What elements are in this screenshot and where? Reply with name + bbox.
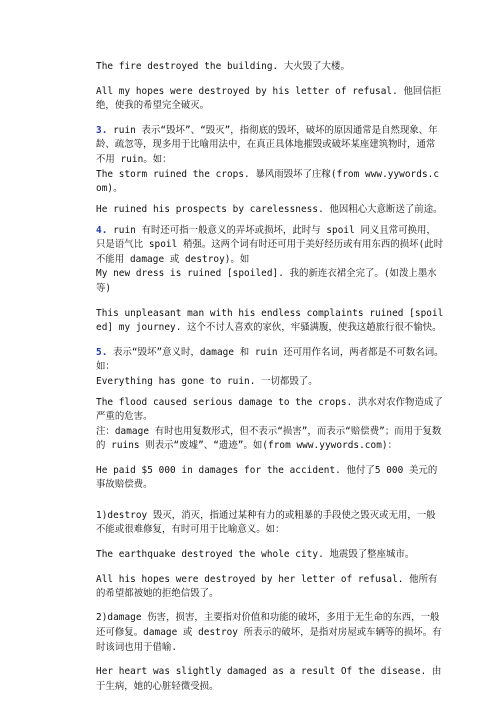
paragraph-11: [96, 548, 444, 563]
paragraph-7: [96, 346, 444, 390]
definition-text: 2)damage 伤害，损害，主要指对价值和功能的破坏，多用于无生命的东西，一般还可修复。damage 或 destroy 所表示的破坏，是指对房屋或车辆等的损坏。有时该词也用于借喻.: [96, 612, 442, 653]
example-sentence: The storm ruined the crops. 暴风雨毁坏了庄稼(from www.yywords.com)。: [96, 168, 440, 195]
paragraph-13: [96, 611, 444, 655]
paragraph-text: The fire destroyed the building. 大火毁了大楼。: [96, 61, 350, 72]
paragraph-text: All my hopes were destroyed by his letter of refusal. 他回信拒绝，使我的希望完全破灭。: [96, 85, 442, 112]
paragraph-2: [96, 85, 444, 114]
example-sentence: Everything has gone to ruin. 一切都毁了。: [96, 375, 318, 387]
paragraph-text: ruin 有时还可指一般意义的弄坏或损坏，此时与 spoil 同义且常可换用，只是语气比 spoil 稍强。这两个词有时还可用于美好经历或有用东西的损坏(此时不能用 damage 或 destroy)。如: [96, 224, 444, 265]
paragraph-8: [96, 396, 444, 454]
example-sentence: All his hopes were destroyed by her letter of refusal. 他所有的希望都被她的拒绝信毁了。: [96, 573, 438, 600]
example-sentence: This unpleasant man with his endless complaints ruined [spoiled] my journey. 这个不讨人喜欢的家伙，牢骚满腹，使我这趟旅行很不愉快。: [96, 307, 444, 334]
paragraph-text: 表示“毁坏”意义时，damage 和 ruin 还可用作名词，两者都是不可数名词。如：: [96, 346, 444, 373]
example-sentence: Her heart was slightly damaged as a result Of the disease. 由于生病，她的心脏轻微受损。: [96, 666, 442, 692]
paragraph-3: [96, 124, 444, 197]
example-sentence: My new dress is ruined [spoiled]. 我的新连衣裙全完了。(如泼上墨水等): [96, 268, 437, 294]
note-text: 注：damage 有时也用复数形式，但不表示“损害”，而表示“赔偿费”；而用于复数的 ruins 则表示“废墟”、“遗迹”。如(from www.yywords.com)：: [96, 425, 442, 452]
paragraph-1: [96, 60, 444, 75]
section-number: 5.: [96, 346, 108, 358]
paragraph-10: [96, 509, 444, 538]
paragraph-4: [96, 203, 444, 218]
example-sentence: He ruined his prospects by carelessness. 他因粗心大意断送了前途。: [96, 203, 443, 215]
section-number: 4.: [96, 224, 108, 236]
paragraph-5: [96, 224, 444, 297]
paragraph-text: ruin 表示“毁坏”、“毁灭”，指彻底的毁坏，破坏的原因通常是自然现象、年龄、疏忽等，现多用于比喻用法中，在真正具体地摧毁或破坏某座建筑物时，通常不用 ruin。如：: [96, 124, 438, 165]
definition-text: 1)destroy 毁灭，消灭，指通过某种有力的或粗暴的手段使之毁灭或无用，一般不能或很难修复，有时可用于比喻意义。如：: [96, 509, 436, 536]
example-sentence: He paid $5 000 in damages for the accident. 他付了5 000 美元的事故赔偿费。: [96, 464, 438, 491]
paragraph-12: [96, 573, 444, 602]
section-number: 3.: [96, 124, 108, 136]
example-sentence: The flood caused serious damage to the crops. 洪水对农作物造成了严重的危害。: [96, 396, 443, 423]
paragraph-6: [96, 307, 444, 336]
paragraph-9: [96, 464, 444, 493]
paragraph-14: [96, 665, 444, 694]
example-sentence: The earthquake destroyed the whole city. 地震毁了整座城市。: [96, 548, 415, 560]
